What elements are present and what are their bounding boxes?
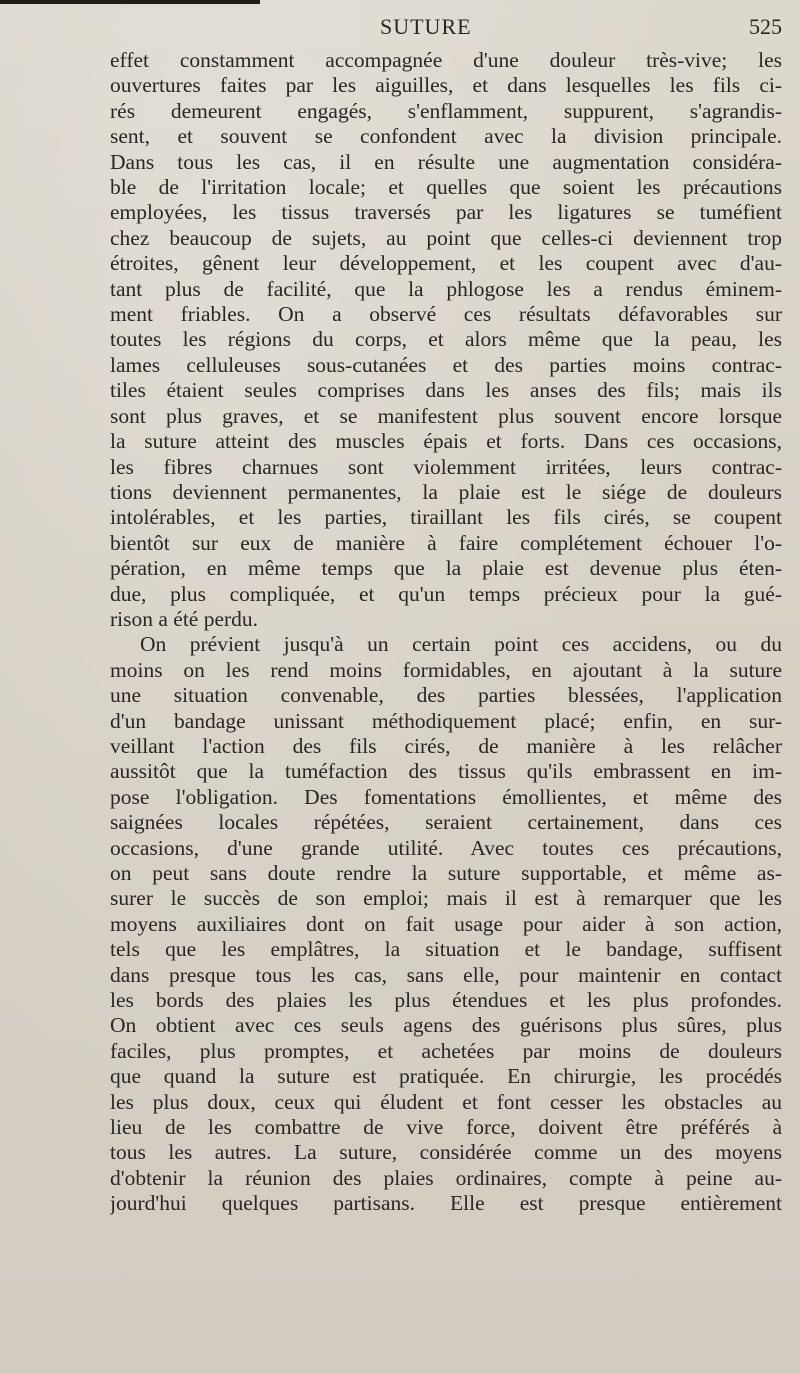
text-line: intolérables, et les parties, tiraillant les fils cirés, se coupent [110, 505, 782, 530]
text-line: tant plus de facilité, que la phlogose les a rendus éminem- [110, 276, 782, 301]
text-line: moyens auxiliaires dont on fait usage pour aider à son action, [110, 911, 782, 936]
text-line: sont plus graves, et se manifestent plus souvent encore lorsque [110, 403, 782, 428]
text-line: employées, les tissus traversés par les ligatures se tuméfient [110, 200, 782, 225]
text-line: On obtient avec ces seuls agens des guérisons plus sûres, plus [110, 1013, 782, 1038]
text-line: surer le succès de son emploi; mais il est à remarquer que les [110, 886, 782, 911]
text-line: d'obtenir la réunion des plaies ordinaires, compte à peine au- [110, 1165, 782, 1190]
text-line: due, plus compliquée, et qu'un temps précieux pour la gué- [110, 581, 782, 606]
text-line: les fibres charnues sont violemment irritées, leurs contrac- [110, 454, 782, 479]
text-line: tous les autres. La suture, considérée comme un des moyens [110, 1140, 782, 1165]
text-line: que quand la suture est pratiquée. En chirurgie, les procédés [110, 1064, 782, 1089]
text-line: moins on les rend moins formidables, en ajoutant à la suture [110, 657, 782, 682]
text-line: effet constamment accompagnée d'une douleur très-vive; les [110, 48, 782, 72]
text-line: On prévient jusqu'à un certain point ces accidens, ou du [140, 632, 782, 657]
text-line: les plus doux, ceux qui éludent et font cesser les obstacles au [110, 1089, 782, 1114]
text-line: lieu de les combattre de vive force, doivent être préférés à [110, 1115, 782, 1140]
page-number: 525 [749, 14, 782, 39]
text-line: tels que les emplâtres, la situation et le bandage, suffisent [110, 937, 782, 962]
text-line: veillant l'action des fils cirés, de manière à les relâcher [110, 733, 782, 758]
text-line: chez beaucoup de sujets, au point que celles-ci deviennent trop [110, 225, 782, 250]
text-line: ment friables. On a observé ces résultats défavorables sur [110, 302, 782, 327]
page-header [110, 14, 782, 44]
text-line: Dans tous les cas, il en résulte une augmentation considéra- [110, 149, 782, 174]
text-line: dans presque tous les cas, sans elle, pour maintenir en contact [110, 962, 782, 987]
text-line: pération, en même temps que la plaie est devenue plus éten- [110, 556, 782, 581]
text-line: jourd'hui quelques partisans. Elle est presque entièrement [110, 1191, 782, 1216]
text-line: pose l'obligation. Des fomentations émollientes, et même des [110, 784, 782, 809]
text-line: ouvertures faites par les aiguilles, et dans lesquelles les fils ci- [110, 73, 782, 98]
text-line: toutes les régions du corps, et alors même que la peau, les [110, 327, 782, 352]
text-line: les bords des plaies les plus étendues et les plus profondes. [110, 988, 782, 1013]
top-edge-rule [0, 0, 260, 4]
body-text [110, 48, 782, 1217]
text-line: on peut sans doute rendre la suture supportable, et même as- [110, 861, 782, 885]
text-line: aussitôt que la tuméfaction des tissus qu'ils embrassent en im- [110, 759, 782, 784]
text-line: la suture atteint des muscles épais et forts. Dans ces occasions, [110, 429, 782, 454]
text-line: étroites, gênent leur développement, et les coupent avec d'au- [110, 251, 782, 276]
paragraph-1 [110, 48, 782, 632]
text-line: d'un bandage unissant méthodiquement placé; enfin, en sur- [110, 708, 782, 733]
text-line: rison a été perdu. [110, 606, 259, 631]
running-title: SUTURE [380, 14, 472, 39]
text-line: tiles étaient seules comprises dans les anses des fils; mais ils [110, 378, 782, 403]
text-line: tions deviennent permanentes, la plaie est le siége de douleurs [110, 479, 782, 504]
text-line: bientôt sur eux de manière à faire complétement échouer l'o- [110, 530, 782, 555]
text-line: ble de l'irritation locale; et quelles que soient les précautions [110, 175, 782, 200]
paragraph-2 [110, 632, 782, 1216]
text-line: occasions, d'une grande utilité. Avec toutes ces précautions, [110, 835, 782, 860]
text-line: lames celluleuses sous-cutanées et des parties moins contrac- [110, 352, 782, 377]
text-line: saignées locales répétées, seraient certainement, dans ces [110, 810, 782, 835]
text-line: rés demeurent engagés, s'enflamment, suppurent, s'agrandis- [110, 98, 782, 123]
text-line: une situation convenable, des parties blessées, l'application [110, 683, 782, 708]
text-line: faciles, plus promptes, et achetées par moins de douleurs [110, 1038, 782, 1063]
text-line: sent, et souvent se confondent avec la division principale. [110, 124, 782, 149]
